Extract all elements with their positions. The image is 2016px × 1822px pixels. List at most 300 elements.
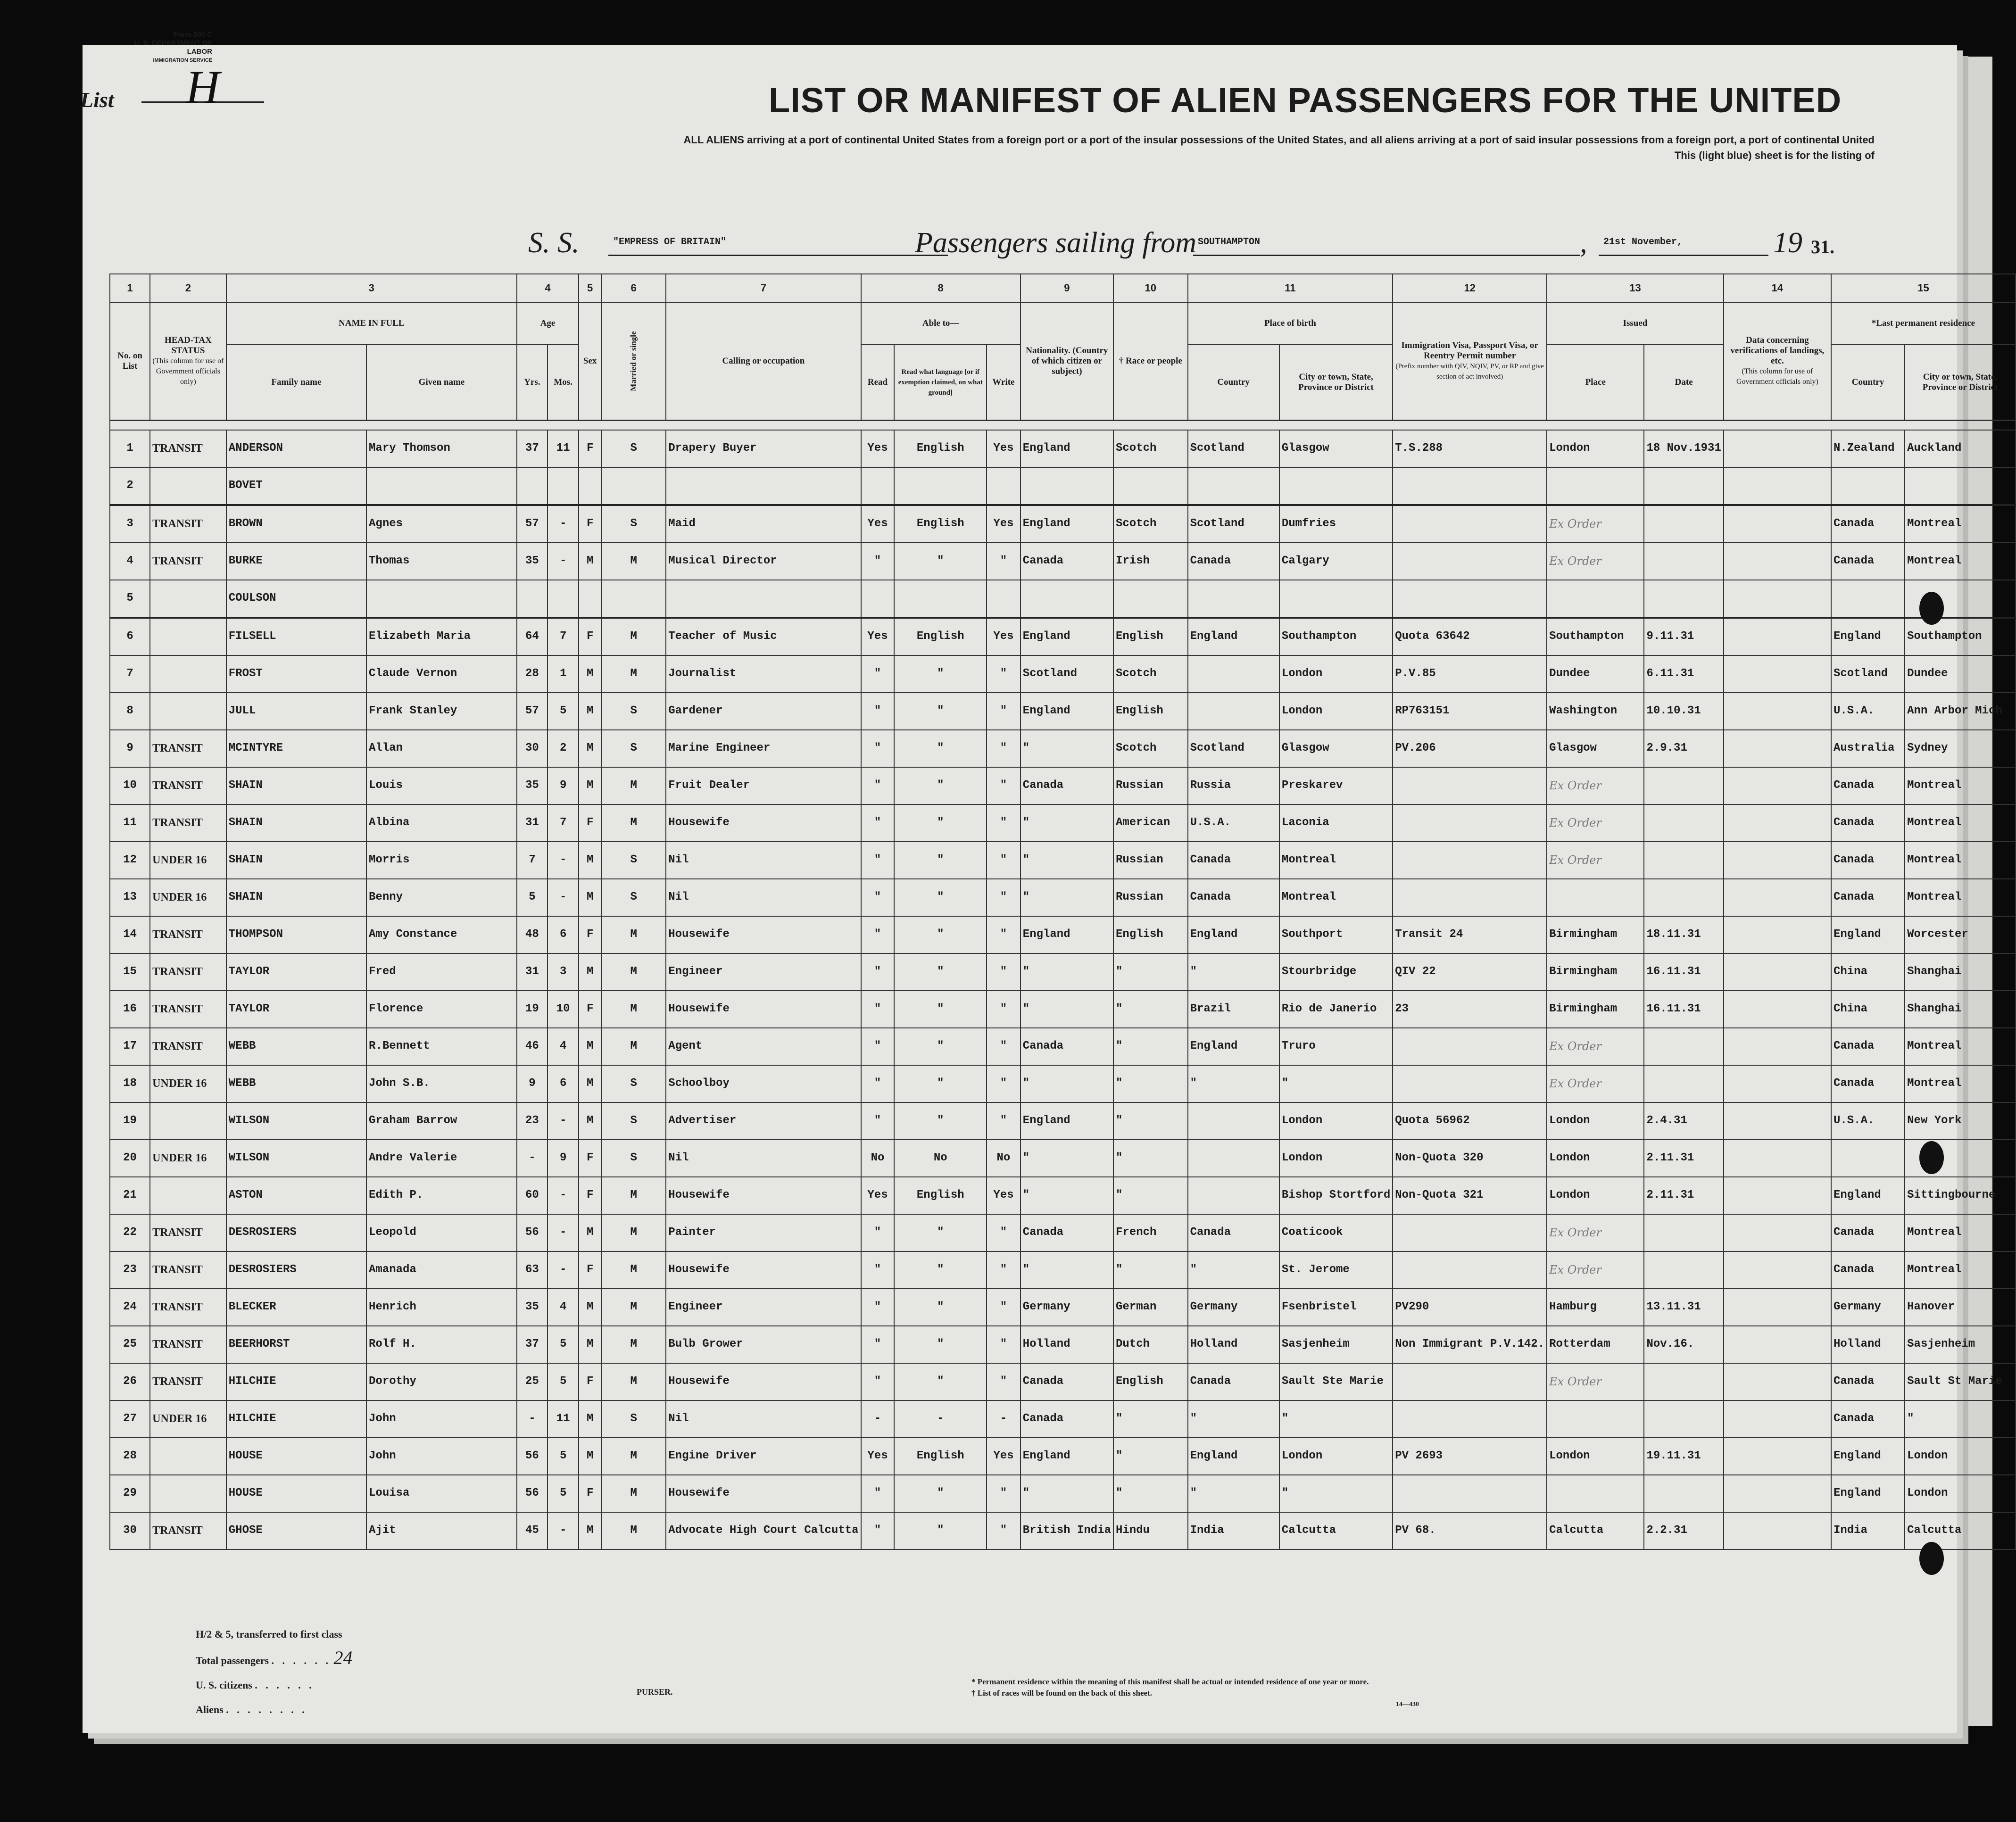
can-read: " [861,1102,895,1140]
can-read [861,580,895,618]
header-family: Family name [226,345,366,420]
age-years: 9 [517,1065,548,1102]
row-number: 5 [110,580,150,618]
age-months: - [548,505,579,543]
given-name: Frank Stanley [366,693,517,730]
occupation: Drapery Buyer [666,430,861,467]
issued-place: Rotterdam [1547,1326,1644,1363]
family-name: BEERHORST [226,1326,366,1363]
residence-country: Canada [1831,543,1905,580]
race: " [1113,1438,1188,1475]
race: Russian [1113,842,1188,879]
nationality: " [1020,842,1113,879]
age-years: 56 [517,1475,548,1512]
residence-country: Canada [1831,505,1905,543]
family-name: WEBB [226,1028,366,1065]
visa-number [1393,1065,1547,1102]
headtax-status: TRANSIT [150,1363,226,1400]
issued-place [1547,1475,1644,1512]
headtax-status [150,1475,226,1512]
visa-number [1393,1214,1547,1251]
can-read: Yes [861,1177,895,1214]
sex: M [579,1028,601,1065]
age-years: 31 [517,804,548,842]
given-name [366,467,517,505]
nationality: Scotland [1020,655,1113,693]
visa-number: RP763151 [1393,693,1547,730]
residence-country: Canada [1831,1400,1905,1438]
transfer-note: H/2 & 5, transferred to first class [196,1628,342,1640]
nationality: " [1020,879,1113,916]
age-months: 10 [548,991,579,1028]
occupation: Maid [666,505,861,543]
marital-status: M [601,655,666,693]
header-residence: *Last permanent residence [1831,302,2016,345]
residence-country: Canada [1831,1214,1905,1251]
can-write: Yes [987,1177,1020,1214]
table-row [110,505,2016,543]
punch-hole [1919,1542,1944,1575]
birth-country: Canada [1188,879,1279,916]
header-yrs: Yrs. [517,345,548,420]
issued-date: 2.9.31 [1644,730,1723,767]
headtax-status [150,1102,226,1140]
table-row [110,543,2016,580]
sex: F [579,916,601,953]
col-num: 14 [1724,274,1831,302]
header-row-1 [110,302,2016,345]
residence-city: Montreal [1905,1214,2016,1251]
race: " [1113,1400,1188,1438]
marital-status: M [601,618,666,655]
issued-place: Ex Order [1547,767,1644,804]
row-number: 20 [110,1140,150,1177]
given-name: Graham Barrow [366,1102,517,1140]
table-row [110,580,2016,618]
can-read: No [861,1140,895,1177]
marital-status: M [601,1028,666,1065]
family-name: TAYLOR [226,953,366,991]
visa-number [1393,1475,1547,1512]
visa-number [1393,1251,1547,1289]
birth-city: Glasgow [1279,430,1393,467]
landing-data [1724,1289,1831,1326]
residence-city: New York [1905,1102,2016,1140]
can-write: " [987,1028,1020,1065]
issued-place: Ex Order [1547,842,1644,879]
age-years: 7 [517,842,548,879]
visa-number [1393,767,1547,804]
visa-number [1393,505,1547,543]
row-number: 26 [110,1363,150,1400]
race: American [1113,804,1188,842]
landing-data [1724,618,1831,655]
birth-city [1279,467,1393,505]
family-name: SHAIN [226,879,366,916]
family-name: HOUSE [226,1438,366,1475]
table-row [110,991,2016,1028]
residence-city: Sault St Marie [1905,1363,2016,1400]
birth-country: Scotland [1188,730,1279,767]
nationality: England [1020,693,1113,730]
row-number: 4 [110,543,150,580]
table-row [110,1214,2016,1251]
nationality [1020,467,1113,505]
table-row [110,655,2016,693]
issued-date: 10.10.31 [1644,693,1723,730]
can-read: " [861,1251,895,1289]
row-number: 25 [110,1326,150,1363]
landing-data [1724,1028,1831,1065]
visa-number: Quota 56962 [1393,1102,1547,1140]
read-language: " [894,953,987,991]
visa-number: P.V.85 [1393,655,1547,693]
nationality: " [1020,730,1113,767]
issued-date [1644,1475,1723,1512]
issued-place: London [1547,1177,1644,1214]
row-number: 27 [110,1400,150,1438]
subtitle-line-1: ALL ALIENS arriving at a port of continental United States from a foreign port or a port of the insular possessions of the United States, and all aliens arriving at a port of said insular possessions from a foreign port, a port of continental United [683,134,1875,146]
residence-country: England [1831,916,1905,953]
sex: F [579,1177,601,1214]
purser-label: PURSER. [637,1687,673,1697]
age-years: 60 [517,1177,548,1214]
given-name: Amy Constance [366,916,517,953]
read-language: " [894,916,987,953]
visa-number [1393,879,1547,916]
sailing-label: Passengers sailing from [915,227,1197,259]
headtax-note: (This column for use of Government officials only) [152,356,224,386]
landing-data [1724,543,1831,580]
can-read: Yes [861,430,895,467]
issued-place: Hamburg [1547,1289,1644,1326]
birth-city: Truro [1279,1028,1393,1065]
age-years: 64 [517,618,548,655]
can-read: " [861,693,895,730]
landing-data [1724,1214,1831,1251]
given-name: John [366,1400,517,1438]
residence-country: Holland [1831,1326,1905,1363]
age-years: 37 [517,1326,548,1363]
residence-country: Germany [1831,1289,1905,1326]
birth-country: " [1188,1475,1279,1512]
issued-place: Birmingham [1547,991,1644,1028]
table-row [110,842,2016,879]
row-number: 18 [110,1065,150,1102]
can-write: " [987,1475,1020,1512]
residence-city: Ann Arbor Mich [1905,693,2016,730]
residence-country: Scotland [1831,655,1905,693]
table-row [110,879,2016,916]
birth-city: Glasgow [1279,730,1393,767]
col-num: 1 [110,274,150,302]
given-name: Claude Vernon [366,655,517,693]
landing-data [1724,1363,1831,1400]
married-label: Married or single [629,331,638,391]
marital-status: M [601,953,666,991]
family-name: MCINTYRE [226,730,366,767]
col-num: 11 [1188,274,1393,302]
family-name: BOVET [226,467,366,505]
family-name: GHOSE [226,1512,366,1549]
row-number: 6 [110,618,150,655]
sex: M [579,953,601,991]
total-value: 24 [333,1647,353,1668]
headtax-status: TRANSIT [150,1289,226,1326]
nationality: Canada [1020,1363,1113,1400]
age-years: 23 [517,1102,548,1140]
issued-date: 2.2.31 [1644,1512,1723,1549]
residence-city: Montreal [1905,767,2016,804]
row-number: 22 [110,1214,150,1251]
issued-place: Ex Order [1547,1251,1644,1289]
headtax-status: TRANSIT [150,991,226,1028]
table-row [110,693,2016,730]
marital-status: M [601,1438,666,1475]
can-read: " [861,804,895,842]
family-name: HOUSE [226,1475,366,1512]
occupation [666,467,861,505]
can-read: " [861,1512,895,1549]
race: " [1113,953,1188,991]
residence-country [1831,580,1905,618]
visa-number: PV 68. [1393,1512,1547,1549]
age-months [548,467,579,505]
issued-date: 16.11.31 [1644,953,1723,991]
subtitle-line-2: This (light blue) sheet is for the listing of [1674,149,1875,161]
row-number: 24 [110,1289,150,1326]
birth-country [1188,655,1279,693]
row-number: 19 [110,1102,150,1140]
issued-place: Dundee [1547,655,1644,693]
col-num: 6 [601,274,666,302]
sex: M [579,1289,601,1326]
landing-data [1724,655,1831,693]
headtax-status: TRANSIT [150,804,226,842]
birth-city: " [1279,1475,1393,1512]
visa-number: PV.206 [1393,730,1547,767]
race: Scotch [1113,655,1188,693]
visa-number: Non-Quota 320 [1393,1140,1547,1177]
residence-country: U.S.A. [1831,1102,1905,1140]
age-months: 11 [548,430,579,467]
age-months: - [548,1102,579,1140]
read-language: " [894,693,987,730]
sex: F [579,1363,601,1400]
birth-country: " [1188,1251,1279,1289]
table-row [110,1326,2016,1363]
residence-city: Worcester [1905,916,2016,953]
can-write: Yes [987,505,1020,543]
read-language: " [894,1102,987,1140]
footer-totals: H/2 & 5, transferred to first class Total passengers . . . . . . 24 U. S. citizens . . . . . . Aliens . . . . . . . . [196,1622,353,1722]
header-birth-city: City or town, State, Province or District [1279,345,1393,420]
race: Hindu [1113,1512,1188,1549]
family-name: TAYLOR [226,991,366,1028]
residence-country: England [1831,618,1905,655]
given-name: Elizabeth Maria [366,618,517,655]
list-letter: H [141,66,264,103]
sex: F [579,1475,601,1512]
nationality: Germany [1020,1289,1113,1326]
birth-city: Calgary [1279,543,1393,580]
residence-city: Montreal [1905,1065,2016,1102]
table-row [110,618,2016,655]
footnote-races: † List of races will be found on the back of this sheet. [971,1689,1152,1698]
birth-country [1188,467,1279,505]
race: Dutch [1113,1326,1188,1363]
issued-place [1547,467,1644,505]
residence-city: London [1905,1475,2016,1512]
residence-city: Sydney [1905,730,2016,767]
header-nationality: Nationality. (Country of which citizen or subject) [1020,302,1113,420]
sail-date: 21st November, [1603,237,1683,248]
total-label: Total passengers [196,1655,269,1666]
marital-status: M [601,1475,666,1512]
nationality: " [1020,1177,1113,1214]
nationality: Holland [1020,1326,1113,1363]
marital-status: S [601,842,666,879]
occupation: Nil [666,1400,861,1438]
col-num: 9 [1020,274,1113,302]
sex: F [579,804,601,842]
age-years: 35 [517,1289,548,1326]
occupation: Schoolboy [666,1065,861,1102]
visa-number: 23 [1393,991,1547,1028]
can-read: " [861,879,895,916]
punch-hole [1919,592,1944,625]
can-write: " [987,804,1020,842]
birth-country: India [1188,1512,1279,1549]
given-name: R.Bennett [366,1028,517,1065]
issued-date [1644,467,1723,505]
headtax-status [150,655,226,693]
given-name: Andre Valerie [366,1140,517,1177]
read-language: " [894,655,987,693]
given-name: Henrich [366,1289,517,1326]
marital-status: M [601,767,666,804]
residence-country: Canada [1831,1251,1905,1289]
age-months: 2 [548,730,579,767]
given-name: Albina [366,804,517,842]
ship-line: S. S. "EMPRESS OF BRITAIN" Passengers sailing from SOUTHAMPTON , 21st November, 19 31. [528,227,1834,259]
age-months: 7 [548,618,579,655]
can-read: " [861,1326,895,1363]
headtax-status: TRANSIT [150,730,226,767]
headtax-status [150,1438,226,1475]
col-num: 3 [226,274,517,302]
residence-city: Southampton [1905,618,2016,655]
given-name: Edith P. [366,1177,517,1214]
form-label [118,31,212,65]
sex: M [579,1438,601,1475]
family-name: BURKE [226,543,366,580]
can-write: Yes [987,1438,1020,1475]
can-write: " [987,1065,1020,1102]
issued-date: 9.11.31 [1644,618,1723,655]
birth-country: " [1188,1400,1279,1438]
header-headtax [150,302,226,420]
birth-city: Sault Ste Marie [1279,1363,1393,1400]
col-num: 2 [150,274,226,302]
age-years: 46 [517,1028,548,1065]
birth-city: " [1279,1400,1393,1438]
header-read-lang: Read what language [or if exemption claimed, on what ground] [894,345,987,420]
nationality: England [1020,430,1113,467]
given-name [366,580,517,618]
read-language: No [894,1140,987,1177]
residence-country: N.Zealand [1831,430,1905,467]
race: " [1113,991,1188,1028]
marital-status: S [601,730,666,767]
port-name: SOUTHAMPTON [1198,237,1261,248]
residence-city [1905,467,2016,505]
can-read: " [861,1475,895,1512]
can-write: " [987,953,1020,991]
can-read: Yes [861,618,895,655]
marital-status: M [601,804,666,842]
headtax-status: TRANSIT [150,430,226,467]
row-number: 2 [110,467,150,505]
read-language: " [894,1251,987,1289]
residence-country: Canada [1831,804,1905,842]
nationality: " [1020,991,1113,1028]
headtax-status: UNDER 16 [150,842,226,879]
row-number: 12 [110,842,150,879]
col-num: 5 [579,274,601,302]
birth-country: Scotland [1188,430,1279,467]
age-years: 48 [517,916,548,953]
row-number: 23 [110,1251,150,1289]
visa-number: T.S.288 [1393,430,1547,467]
birth-city: London [1279,1140,1393,1177]
nationality: England [1020,916,1113,953]
can-read: " [861,1028,895,1065]
can-write: " [987,1363,1020,1400]
birth-city: Bishop Stortford [1279,1177,1393,1214]
read-language: " [894,767,987,804]
issued-date: 6.11.31 [1644,655,1723,693]
residence-country: Canada [1831,1363,1905,1400]
residence-city: Montreal [1905,804,2016,842]
landing-data [1724,467,1831,505]
sex [579,467,601,505]
issued-place: London [1547,430,1644,467]
can-read: " [861,543,895,580]
row-number: 28 [110,1438,150,1475]
residence-city: Shanghai [1905,953,2016,991]
birth-country: Holland [1188,1326,1279,1363]
issued-date [1644,1214,1723,1251]
age-months: 9 [548,767,579,804]
can-read: Yes [861,505,895,543]
residence-city: Auckland [1905,430,2016,467]
col-num: 4 [517,274,579,302]
age-months: 11 [548,1400,579,1438]
landing-title: Data concerning verifications of landings, etc. [1730,335,1825,366]
headtax-status: TRANSIT [150,1214,226,1251]
issued-place: Ex Order [1547,543,1644,580]
can-read: " [861,953,895,991]
headtax-status: TRANSIT [150,953,226,991]
birth-country [1188,693,1279,730]
sex: M [579,730,601,767]
landing-data [1724,916,1831,953]
can-write: " [987,543,1020,580]
col-num: 12 [1393,274,1547,302]
issued-place: London [1547,1140,1644,1177]
landing-data [1724,505,1831,543]
